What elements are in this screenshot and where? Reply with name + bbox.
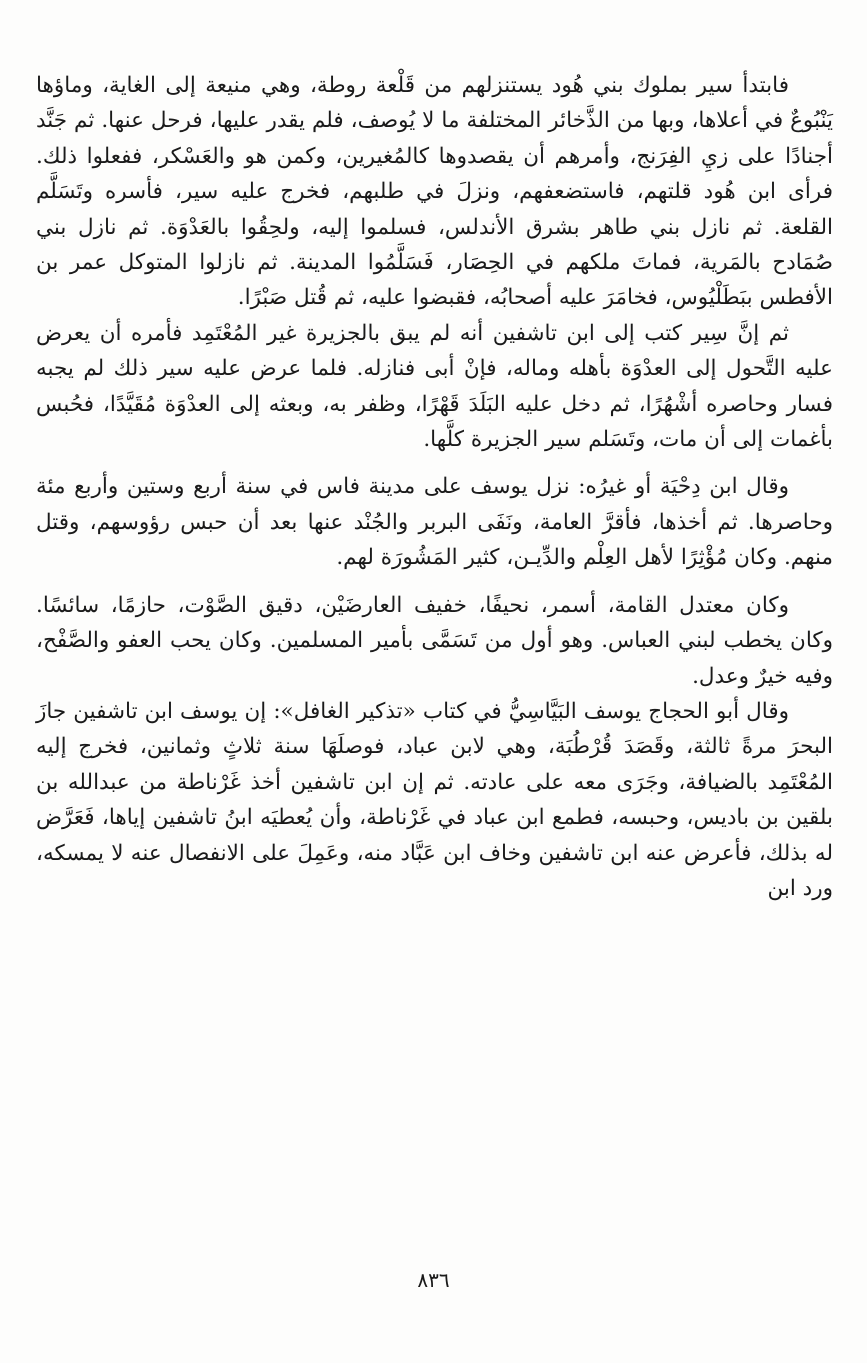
paragraph-4: وكان معتدل القامة، أسمر، نحيفًا، خفيف العارضَيْن، دقيق الصَّوْت، حازمًا، سائسًا. وكان يخطب لبني العباس. وهو أول من تَسَمَّى بأمير المسلمين. وكان يحب العفو والصَّفْح، وفيه خيرٌ وعدل.	[36, 592, 833, 689]
body-text	[36, 68, 833, 906]
paragraph-2: ثم إنَّ سِير كتب إلى ابن تاشفين أنه لم يبق بالجزيرة غير المُعْتَمِد فأمره أن يعرض عليه التَّحول إلى العدْوَة بأهله وماله، فإنْ أبى فنازله. فلما عرض عليه سير ذلك لم يجبه فسار وحاصره أشْهُرًا، ثم دخل عليه البَلَدَ قَهْرًا، وظفر به، وبعثه إلى العدْوَة مُقَيَّدًا، فحُبس بأغمات إلى أن مات، وتَسَلم سير الجزيرة كلَّها.	[36, 320, 833, 453]
page-number: ٨٣٦	[417, 1268, 450, 1292]
paragraph-5: وقال أبو الحجاج يوسف البَيَّاسِيُّ في كتاب «تذكير الغافل»: إن يوسف ابن تاشفين جازَ البحرَ مرةً ثالثة، وقَصَدَ قُرْطُبَة، وهي لابن عباد، فوصلَهَا سنة ثلاثٍ وثمانين، فخرج إليه المُعْتَمِد بالضيافة، وجَرَى معه على عادته. ثم إن ابن تاشفين أخذ غَرْناطة من عبدالله بن بلقين بن باديس، وحبسه، فطمع ابن عباد في غَرْناطة، وأن يُعطيَه ابنُ تاشفين إياها، فَعَرَّض له بذلك، فأعرض عنه ابن تاشفين وخاف ابن عَبَّاد منه، وعَمِلَ على الانفصال عنه لا يمسكه، ورد ابن	[36, 698, 833, 901]
paragraph-3: وقال ابن دِحْيَة أو غيرُه: نزل يوسف على مدينة فاس في سنة أربع وستين وأربع مئة وحاصرها. ثم أخذها، فأقرَّ العامة، ونَفَى البربر والجُنْد عنها بعد أن حبس رؤوسهم، وقتل منهم. وكان مُؤْثِرًا لأهل العِلْم والدِّيـن، كثير المَشُورَة لهم.	[36, 474, 833, 571]
paragraph-1: فابتدأ سير بملوك بني هُود يستنزلهم من قَلْعة روطة، وهي منيعة إلى الغاية، وماؤها يَنْبُوعٌ في أعلاها، وبها من الذَّخائر المختلفة ما لا يُوصف، فلم يقدر عليها، فرحل عنها. ثم جَنَّد أجنادًا على زيِ الفِرَنج، وأمرهم أن يقصدوها كالمُغيرين، وكمن هو والعَسْكر، ففعلوا ذلك. فرأى ابن هُود قلتهم، فاستضعفهم، ونزلَ في طلبهم، فخرج عليه سير، فأسره وتَسَلَّم القلعة. ثم نازل بني طاهر بشرق الأندلس، فسلموا إليه، ولحِقُوا بالعَدْوَة. ثم نازل بني صُمَادح بالمَرية، فماتَ ملكهم في الحِصَار، فَسَلَّمُوا المدينة. ثم نازلوا المتوكل عمر بن الأفطس ببَطَلْيُوس، فخامَرَ عليه أصحابُه، فقبضوا عليه، ثم قُتل صَبْرًا.	[36, 73, 833, 311]
